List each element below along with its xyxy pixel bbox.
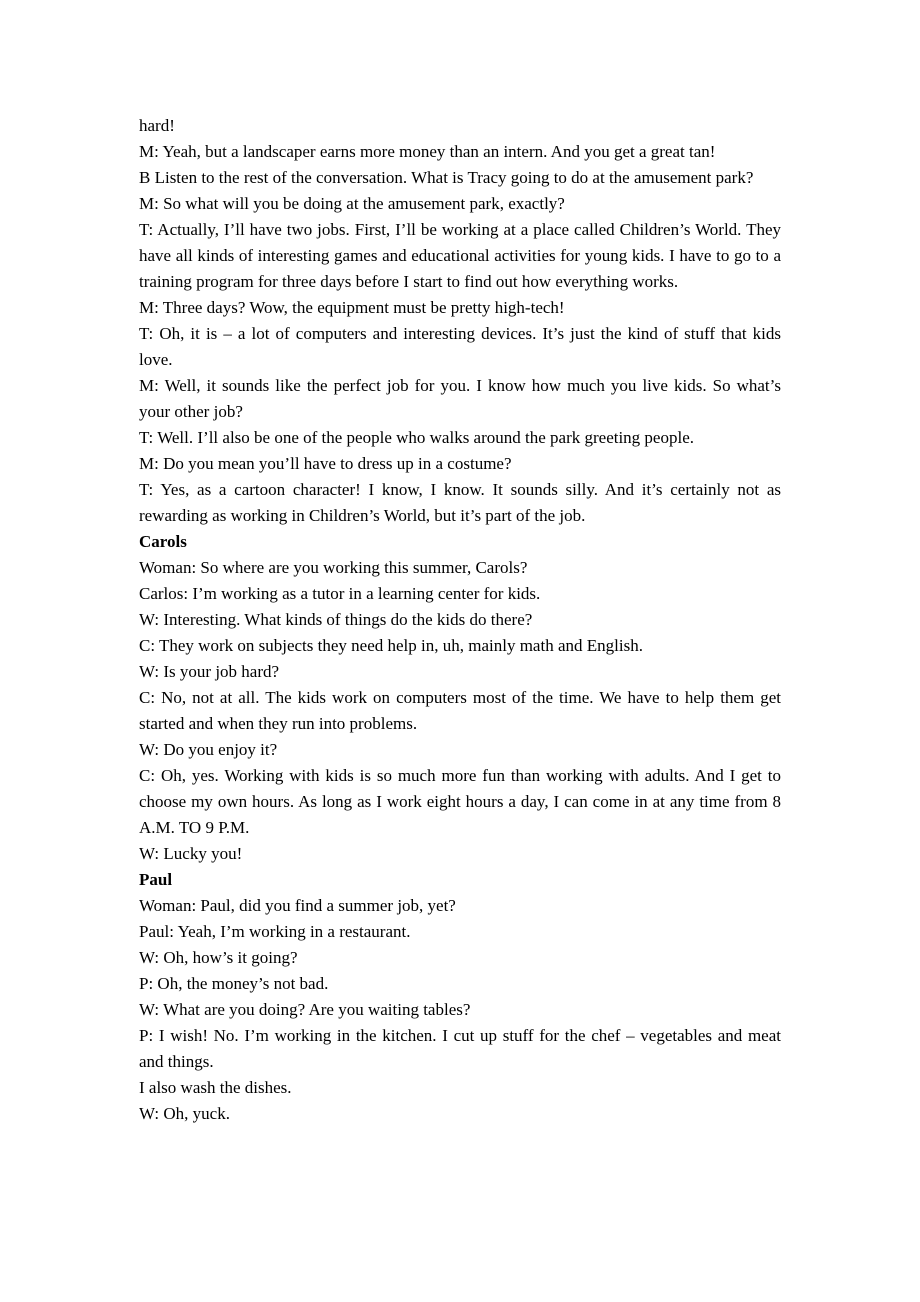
text-line: I also wash the dishes. <box>139 1078 292 1097</box>
dialogue-line: M: So what will you be doing at the amusement park, exactly? <box>139 194 565 213</box>
dialogue-line: Carlos: I’m working as a tutor in a learning center for kids. <box>139 584 541 603</box>
dialogue-line: T: Actually, I’ll have two jobs. First, I’ll be working at a place called Children’s World. They have all kinds of interesting games and educational activities for young kids. I have to go to a training program for three days before I start to find out how everything works. <box>139 220 781 291</box>
dialogue-line: W: Oh, how’s it going? <box>139 948 298 967</box>
dialogue-line: C: Oh, yes. Working with kids is so much more fun than working with adults. And I get to choose my own hours. As long as I work eight hours a day, I can come in at any time from 8 A.M. TO 9 P.M. <box>139 766 781 837</box>
dialogue-line: W: Lucky you! <box>139 844 243 863</box>
dialogue-line: Woman: Paul, did you find a summer job, yet? <box>139 896 456 915</box>
dialogue-line: Paul: Yeah, I’m working in a restaurant. <box>139 922 411 941</box>
dialogue-line: W: Oh, yuck. <box>139 1104 230 1123</box>
text-line: hard! <box>139 116 175 135</box>
dialogue-line: M: Do you mean you’ll have to dress up in a costume? <box>139 454 512 473</box>
document-page <box>139 113 781 1127</box>
dialogue-line: P: I wish! No. I’m working in the kitchen. I cut up stuff for the chef – vegetables and meat and things. <box>139 1026 781 1071</box>
dialogue-line: M: Well, it sounds like the perfect job for you. I know how much you live kids. So what’s your other job? <box>139 376 781 421</box>
dialogue-line: W: Is your job hard? <box>139 662 280 681</box>
dialogue-line: T: Oh, it is – a lot of computers and interesting devices. It’s just the kind of stuff that kids love. <box>139 324 781 369</box>
dialogue-line: P: Oh, the money’s not bad. <box>139 974 329 993</box>
dialogue-line: W: What are you doing? Are you waiting tables? <box>139 1000 471 1019</box>
dialogue-line: C: They work on subjects they need help in, uh, mainly math and English. <box>139 636 643 655</box>
dialogue-line: C: No, not at all. The kids work on computers most of the time. We have to help them get started and when they run into problems. <box>139 688 781 733</box>
dialogue-line: T: Well. I’ll also be one of the people who walks around the park greeting people. <box>139 428 694 447</box>
dialogue-line: W: Do you enjoy it? <box>139 740 278 759</box>
section-heading-carols: Carols <box>139 532 187 551</box>
dialogue-line: T: Yes, as a cartoon character! I know, I know. It sounds silly. And it’s certainly not as rewarding as working in Children’s World, but it’s part of the job. <box>139 480 781 525</box>
section-heading-paul: Paul <box>139 870 173 889</box>
dialogue-line: M: Three days? Wow, the equipment must be pretty high-tech! <box>139 298 565 317</box>
dialogue-line: W: Interesting. What kinds of things do the kids do there? <box>139 610 533 629</box>
exercise-instruction: B Listen to the rest of the conversation. What is Tracy going to do at the amusement park? <box>139 168 754 187</box>
dialogue-line: M: Yeah, but a landscaper earns more money than an intern. And you get a great tan! <box>139 142 716 161</box>
dialogue-line: Woman: So where are you working this summer, Carols? <box>139 558 528 577</box>
